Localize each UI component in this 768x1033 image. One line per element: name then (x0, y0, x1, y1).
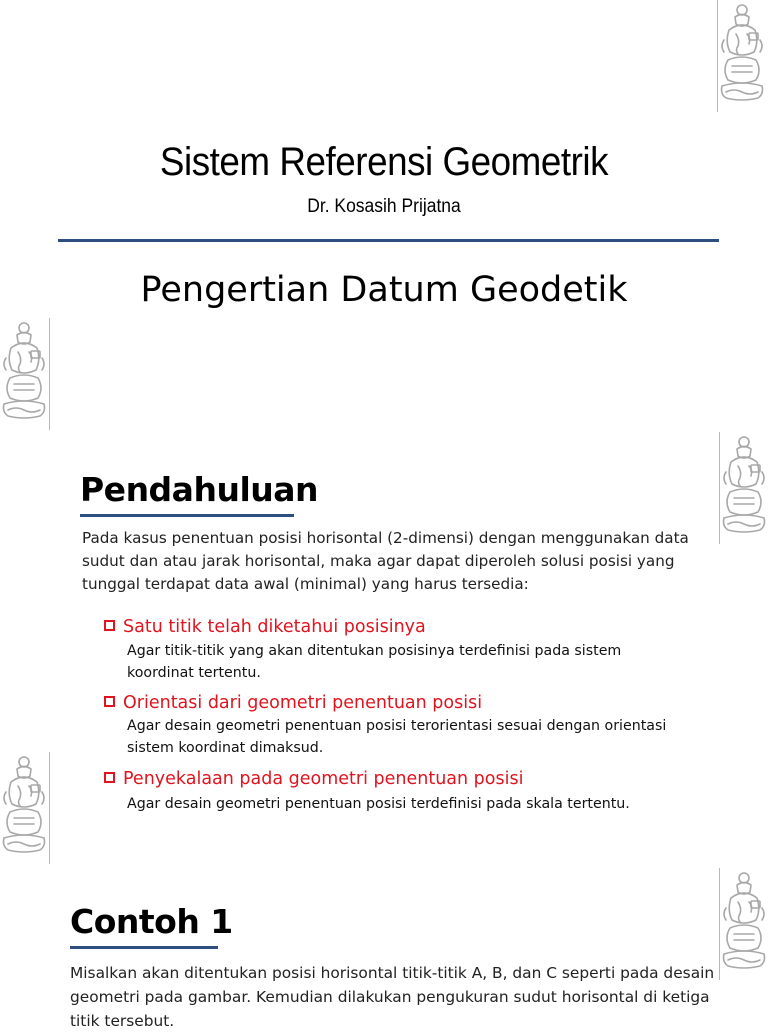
example-paragraph: Misalkan akan ditentukan posisi horisontal titik-titik A, B, dan C seperti pada desain geometri pada gambar. Kemudian dilakukan pengukuran sudut horisontal di ketiga titik tersebut. (70, 964, 715, 1030)
title-slide (0, 0, 768, 430)
square-bullet-icon (104, 772, 115, 783)
logo-divider (49, 318, 50, 430)
intro-heading: Pendahuluan (80, 470, 319, 509)
list-item-description: Agar desain geometri penentuan posisi terorientasi sesuai dengan orientasi sistem koordinat dimaksud. (127, 718, 667, 756)
list-item-description: Agar desain geometri penentuan posisi terdefinisi pada skala tertentu. (127, 796, 630, 812)
intro-slide (0, 430, 768, 870)
list-item-title (104, 769, 523, 789)
example-slide (0, 866, 768, 1030)
item-title-text: Satu titik telah diketahui posisinya (123, 617, 426, 637)
ganesha-logo-icon (718, 0, 766, 110)
slide-title: Sistem Referensi Geometrik (159, 140, 609, 184)
item-title-text: Orientasi dari geometri penentuan posisi (123, 693, 483, 713)
item-title-text: Penyekalaan pada geometri penentuan posisi (123, 769, 524, 789)
title-divider (58, 239, 719, 242)
logo-divider (719, 432, 720, 544)
slide-subtitle: Pengertian Datum Geodetik (140, 270, 628, 310)
list-item-description: Agar titik-titik yang akan ditentukan posisinya terdefinisi pada sistem koordinat tertentu. (127, 643, 622, 681)
intro-paragraph: Pada kasus penentuan posisi horisontal (2-dimensi) dengan menggunakan data sudut dan atau jarak horisontal, maka agar dapat diperoleh solusi posisi yang tunggal terdapat data awal (minimal) yang harus tersedia: (82, 529, 689, 593)
ganesha-logo-icon (0, 752, 48, 862)
logo-divider (49, 752, 50, 864)
heading-underline (70, 946, 218, 949)
author-name: Dr. Kosasih Prijatna (307, 196, 461, 217)
example-heading: Contoh 1 (70, 902, 233, 941)
list-item-title (104, 617, 426, 637)
ganesha-logo-icon (0, 318, 48, 428)
logo-divider (717, 0, 718, 112)
list-item-title (104, 693, 482, 713)
square-bullet-icon (104, 620, 115, 631)
square-bullet-icon (104, 696, 115, 707)
ganesha-logo-icon (720, 432, 768, 542)
heading-underline (80, 514, 294, 517)
